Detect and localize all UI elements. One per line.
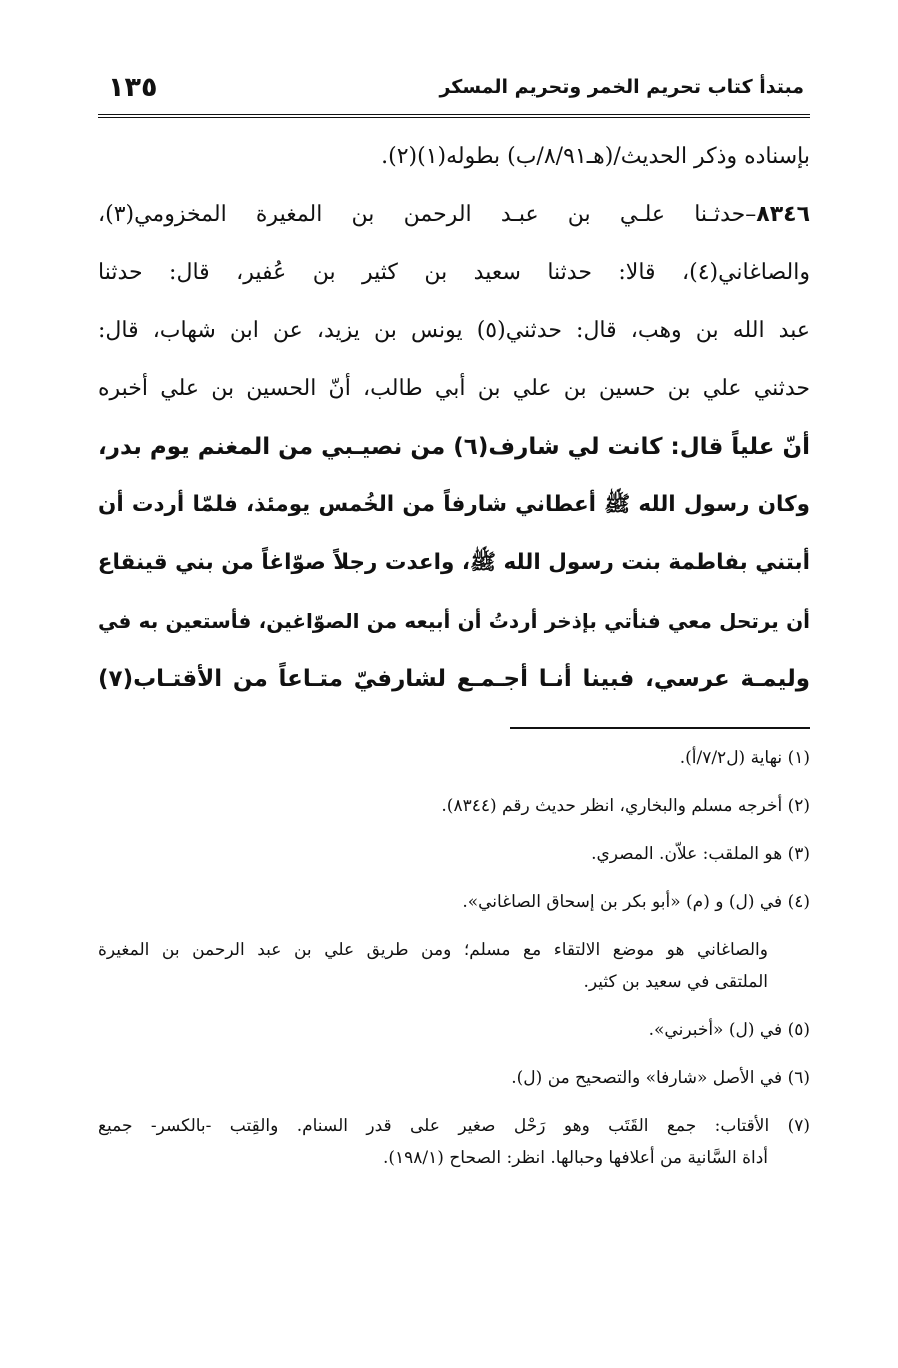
footnote: (١) نهاية (ل٧/٢/أ). <box>679 748 810 768</box>
footnote-continuation: والصاغاني هو موضع الالتقاء مع مسلم؛ ومن طريق علي بن عبد الرحمن بن المغيرة <box>98 940 768 960</box>
header-rule <box>98 114 810 118</box>
running-title: مبتدأ كتاب تحريم الخمر وتحريم المسكر <box>439 76 804 98</box>
text-line: والصاغاني(٤)، قالا: حدثنا سعيد بن كثير بن عُفير، قال: حدثنا <box>98 260 810 285</box>
page-header <box>98 70 810 110</box>
matn-line: وكان رسول الله ﷺ أعطاني شارفاً من الخُمس يومئذ، فلمّا أردت أن <box>98 492 810 517</box>
text-line: عبد الله بن وهب، قال: حدثني(٥) يونس بن يزيد، عن ابن شهاب، قال: <box>98 318 810 343</box>
footnote: (٥) في (ل) «أخبرني». <box>648 1020 810 1040</box>
footnote: (٤) في (ل) و (م) «أبو بكر بن إسحاق الصاغاني». <box>462 892 810 912</box>
hadith-opening-line <box>98 186 810 244</box>
footnote-continuation: أداة السَّانية من أعلافها وحبالها. انظر: الصحاح (١٩٨/١). <box>382 1148 768 1168</box>
footnote: (٦) في الأصل «شارفا» والتصحيح من (ل). <box>511 1068 810 1088</box>
matn-line: أبتني بفاطمة بنت رسول الله ﷺ، واعدت رجلاً صوّاغاً من بني قينقاع <box>97 550 810 575</box>
matn-line: أن يرتحل معي فنأتي بإذخر أردتُ أن أبيعه من الصوّاغين، فأستعين به في <box>98 609 810 633</box>
footnote: (٧) الأقتاب: جمع القَتَب وهو رَحْل صغير على قدر السنام. والقِتب -بالكسر- جميع <box>98 1116 810 1136</box>
footnote: (٢) أخرجه مسلم والبخاري، انظر حديث رقم (٨٣٤٤). <box>441 796 810 816</box>
footnotes <box>98 742 810 1190</box>
text-line: حدثني علي بن حسين بن علي بن أبي طالب، أنّ الحسين بن علي أخبره <box>98 376 810 401</box>
footnote-continuation: الملتقى في سعيد بن كثير. <box>583 972 768 992</box>
main-text <box>98 128 810 708</box>
text-line-rest: –حدثـنا علـي بن عبـد الرحمن بن المغيرة المخزومي(٣)، <box>98 202 757 227</box>
matn-line: وليمـة عرسي، فبينا أنـا أجـمـع لشارفيّ متـاعاً من الأقتـاب(٧) <box>98 666 810 692</box>
footnote-separator <box>510 727 810 729</box>
page-number: ١٣٥ <box>108 72 158 103</box>
matn-line: أنّ علياً قال: كانت لي شارف(٦) من نصيـبي من المغنم يوم بدر، <box>97 434 810 460</box>
footnote: (٣) هو الملقب: علاّن. المصري. <box>591 844 810 864</box>
hadith-number: ٨٣٤٦ <box>756 202 810 227</box>
text-line: بإسناده وذكر الحديث/(هـ٨/٩١/ب) بطوله(١)(٢). <box>381 144 810 169</box>
